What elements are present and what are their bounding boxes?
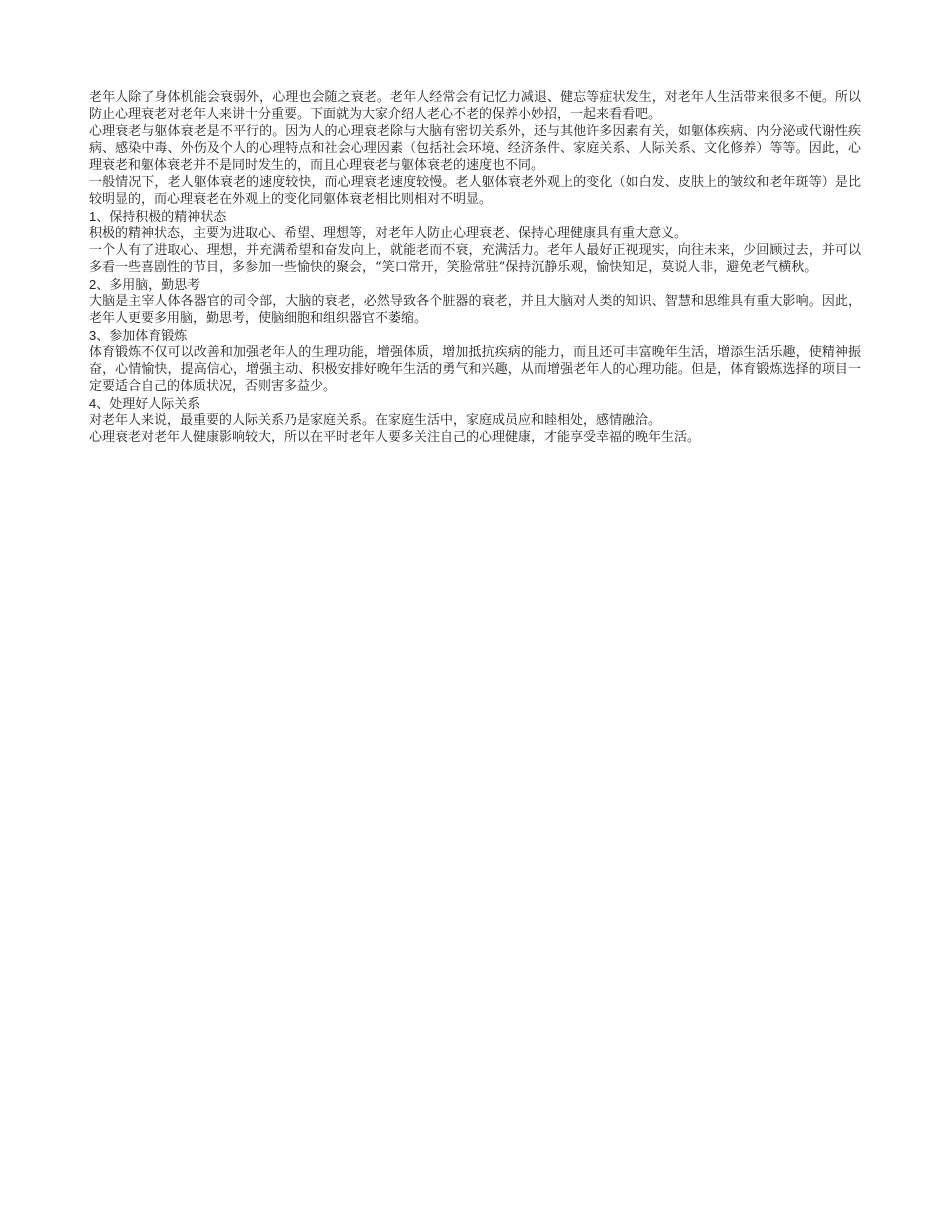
intro-paragraph: 老年人除了身体机能会衰弱外，心理也会随之衰老。老年人经常会有记忆力减退、健忘等症状发生，对老年人生活带来很多不便。所以防止心理衰老对老年人来讲十分重要。下面就为大家介绍人老心不老的保养小妙招，一起来看看吧。	[89, 90, 861, 122]
section-heading-exercise: 3、参加体育锻炼	[89, 328, 188, 343]
article-body	[89, 89, 861, 446]
section-paragraph: 大脑是主宰人体各器官的司令部，大脑的衰老，必然导致各个脏器的衰老，并且大脑对人类的知识、智慧和思维具有重大影响。因此，老年人更要多用脑，勤思考，使脑细胞和组织器官不萎缩。	[89, 294, 861, 326]
section-heading-use-brain: 2、多用脑，勤思考	[89, 277, 201, 292]
section-heading-positive-mindset: 1、保持积极的精神状态	[89, 209, 227, 224]
section-heading-relationships: 4、处理好人际关系	[89, 396, 201, 411]
paragraph-parallel-aging: 心理衰老与躯体衰老是不平行的。因为人的心理衰老除与大脑有密切关系外，还与其他许多因素有关，如躯体疾病、内分泌或代谢性疾病、感染中毒、外伤及个人的心理特点和社会心理因素（包括社会环境、经济条件、家庭关系、人际关系、文化修养）等等。因此，心理衰老和躯体衰老并不是同时发生的，而且心理衰老与躯体衰老的速度也不同。	[89, 124, 861, 173]
paragraph-aging-speed: 一般情况下，老人躯体衰老的速度较快，而心理衰老速度较慢。老人躯体衰老外观上的变化（如白发、皮肤上的皱纹和老年斑等）是比较明显的，而心理衰老在外观上的变化同躯体衰老相比则相对不明显。	[89, 175, 861, 207]
section-paragraph: 积极的精神状态，主要为进取心、希望、理想等，对老年人防止心理衰老、保持心理健康具有重大意义。	[89, 226, 688, 241]
section-paragraph: 一个人有了进取心、理想，并充满希望和奋发向上，就能老而不衰，充满活力。老年人最好正视现实，向往未来，少回顾过去，并可以多看一些喜剧性的节目，多参加一些愉快的聚会，“笑口常开，笑脸常驻”保持沉静乐观，愉快知足，莫说人非，避免老气横秋。	[89, 243, 861, 275]
conclusion-paragraph: 心理衰老对老年人健康影响较大，所以在平时老年人要多关注自己的心理健康，才能享受幸福的晚年生活。	[89, 430, 701, 445]
section-paragraph: 对老年人来说，最重要的人际关系乃是家庭关系。在家庭生活中，家庭成员应和睦相处，感情融洽。	[89, 413, 662, 428]
section-paragraph: 体育锻炼不仅可以改善和加强老年人的生理功能，增强体质，增加抵抗疾病的能力，而且还可丰富晚年生活，增添生活乐趣，使精神振奋，心情愉快，提高信心，增强主动、积极安排好晚年生活的勇气和兴趣，从而增强老年人的心理功能。但是，体育锻炼选择的项目一定要适合自己的体质状况，否则害多益少。	[89, 345, 861, 394]
